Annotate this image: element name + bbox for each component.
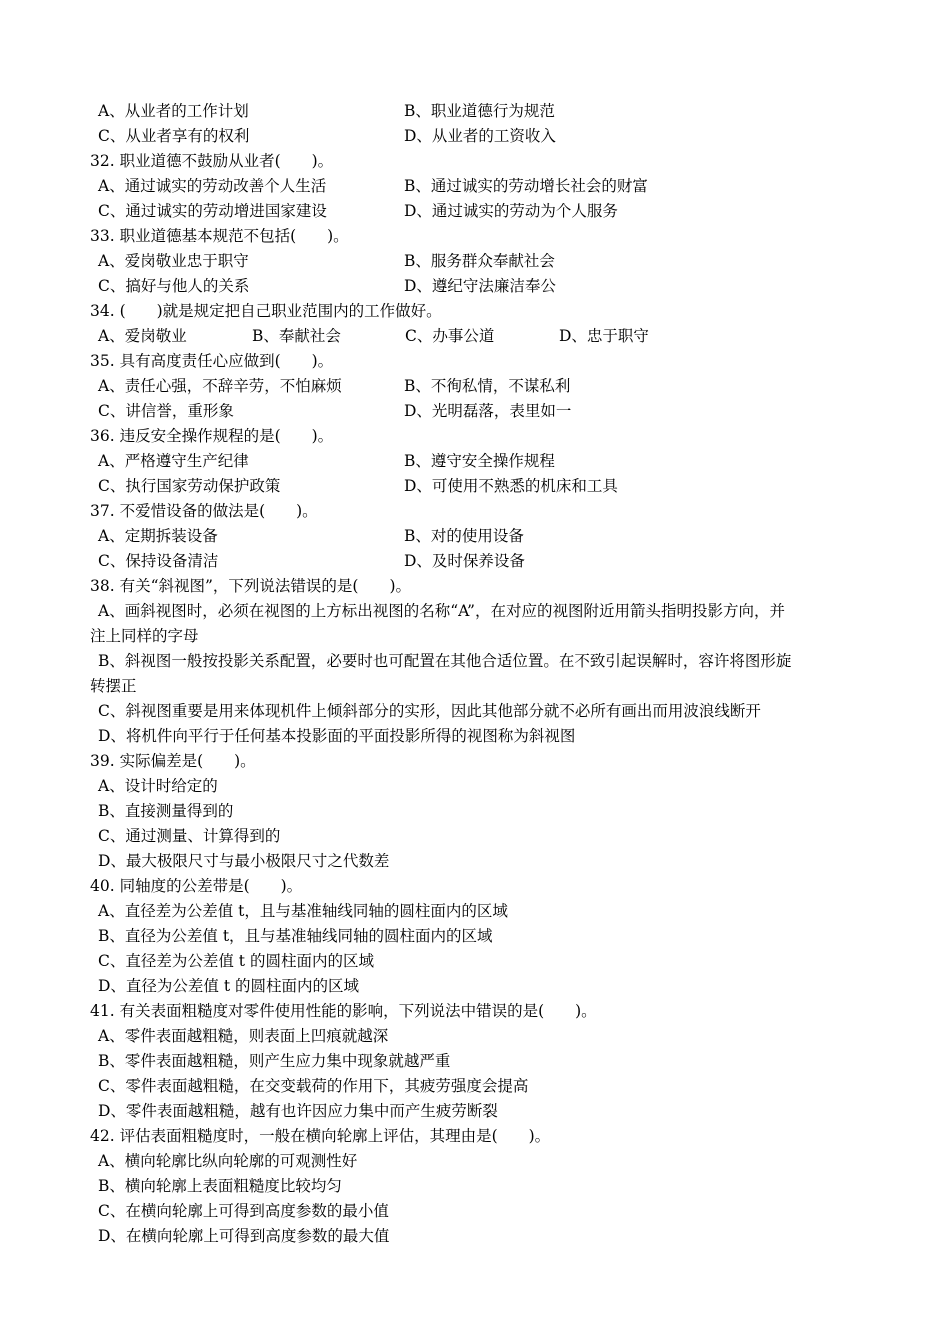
q38-option-a: A、画斜视图时，必须在视图的上方标出视图的名称“A”，在对应的视图附近用箭头指明投影方向，并 — [98, 602, 785, 620]
q39-option-a: A、设计时给定的 — [98, 777, 218, 795]
q35-option-b: B、不徇私情，不谋私利 — [404, 377, 571, 395]
q36-option-c: C、执行国家劳动保护政策 — [98, 477, 281, 495]
q35-option-d: D、光明磊落，表里如一 — [404, 402, 572, 420]
q41-option-a: A、零件表面越粗糙，则表面上凹痕就越深 — [98, 1027, 389, 1045]
q34-stem: 34. ( )就是规定把自己职业范围内的工作做好。 — [90, 302, 442, 320]
q40-option-d: D、直径为公差值 t 的圆柱面内的区域 — [98, 977, 360, 995]
q34-option-c: C、办事公道 — [405, 327, 495, 345]
q32-stem: 32. 职业道德不鼓励从业者( )。 — [90, 152, 334, 170]
q42-stem: 42. 评估表面粗糙度时，一般在横向轮廓上评估，其理由是( )。 — [90, 1127, 551, 1145]
q34-option-d: D、忠于职守 — [559, 327, 649, 345]
q31-option-d: D、从业者的工资收入 — [404, 127, 556, 145]
q38-option-b: B、斜视图一般按投影关系配置，必要时也可配置在其他合适位置。在不致引起误解时，容许将图形旋 — [98, 652, 792, 670]
q38-option-d: D、将机件向平行于任何基本投影面的平面投影所得的视图称为斜视图 — [98, 727, 576, 745]
q39-option-b: B、直接测量得到的 — [98, 802, 234, 820]
q38-option-b-continued: 转摆正 — [90, 677, 137, 695]
q37-option-b: B、对的使用设备 — [404, 527, 524, 545]
q40-option-b: B、直径为公差值 t，且与基准轴线同轴的圆柱面内的区域 — [98, 927, 493, 945]
q39-stem: 39. 实际偏差是( )。 — [90, 752, 256, 770]
q40-stem: 40. 同轴度的公差带是( )。 — [90, 877, 303, 895]
q33-option-c: C、搞好与他人的关系 — [98, 277, 250, 295]
q42-option-b: B、横向轮廓上表面粗糙度比较均匀 — [98, 1177, 342, 1195]
q38-stem: 38. 有关“斜视图”，下列说法错误的是( )。 — [90, 577, 412, 595]
q32-option-d: D、通过诚实的劳动为个人服务 — [404, 202, 618, 220]
q36-option-a: A、严格遵守生产纪律 — [98, 452, 249, 470]
q33-option-a: A、爱岗敬业忠于职守 — [98, 252, 249, 270]
q36-option-b: B、遵守安全操作规程 — [404, 452, 555, 470]
q32-option-c: C、通过诚实的劳动增进国家建设 — [98, 202, 327, 220]
q36-stem: 36. 违反安全操作规程的是( )。 — [90, 427, 334, 445]
q41-stem: 41. 有关表面粗糙度对零件使用性能的影响，下列说法中错误的是( )。 — [90, 1002, 597, 1020]
q41-option-b: B、零件表面越粗糙，则产生应力集中现象就越严重 — [98, 1052, 451, 1070]
q34-option-b: B、奉献社会 — [252, 327, 341, 345]
q42-option-a: A、横向轮廓比纵向轮廓的可观测性好 — [98, 1152, 358, 1170]
q35-option-a: A、责任心强，不辞辛劳，不怕麻烦 — [98, 377, 342, 395]
q37-option-a: A、定期拆装设备 — [98, 527, 218, 545]
q31-option-b: B、职业道德行为规范 — [404, 102, 555, 120]
q32-option-a: A、通过诚实的劳动改善个人生活 — [98, 177, 327, 195]
q42-option-c: C、在横向轮廓上可得到高度参数的最小值 — [98, 1202, 389, 1220]
q33-option-d: D、遵纪守法廉洁奉公 — [404, 277, 556, 295]
q35-option-c: C、讲信誉，重形象 — [98, 402, 234, 420]
q34-option-a: A、爱岗敬业 — [98, 327, 187, 345]
q33-option-b: B、服务群众奉献社会 — [404, 252, 555, 270]
q38-option-a-continued: 注上同样的字母 — [90, 627, 199, 645]
q37-stem: 37. 不爱惜设备的做法是( )。 — [90, 502, 318, 520]
q37-option-c: C、保持设备清洁 — [98, 552, 219, 570]
q42-option-d: D、在横向轮廓上可得到高度参数的最大值 — [98, 1227, 390, 1245]
q38-option-c: C、斜视图重要是用来体现机件上倾斜部分的实形，因此其他部分就不必所有画出而用波浪线断开 — [98, 702, 761, 720]
q41-option-d: D、零件表面越粗糙，越有也许因应力集中而产生疲劳断裂 — [98, 1102, 498, 1120]
q39-option-d: D、最大极限尺寸与最小极限尺寸之代数差 — [98, 852, 390, 870]
q40-option-a: A、直径差为公差值 t，且与基准轴线同轴的圆柱面内的区域 — [98, 902, 508, 920]
q39-option-c: C、通过测量、计算得到的 — [98, 827, 281, 845]
q35-stem: 35. 具有高度责任心应做到( )。 — [90, 352, 334, 370]
q36-option-d: D、可使用不熟悉的机床和工具 — [404, 477, 618, 495]
q41-option-c: C、零件表面越粗糙，在交变载荷的作用下，其疲劳强度会提高 — [98, 1077, 529, 1095]
q33-stem: 33. 职业道德基本规范不包括( )。 — [90, 227, 349, 245]
q31-option-c: C、从业者享有的权利 — [98, 127, 250, 145]
q32-option-b: B、通过诚实的劳动增长社会的财富 — [404, 177, 648, 195]
q31-option-a: A、从业者的工作计划 — [98, 102, 249, 120]
q37-option-d: D、及时保养设备 — [404, 552, 525, 570]
q40-option-c: C、直径差为公差值 t 的圆柱面内的区域 — [98, 952, 374, 970]
